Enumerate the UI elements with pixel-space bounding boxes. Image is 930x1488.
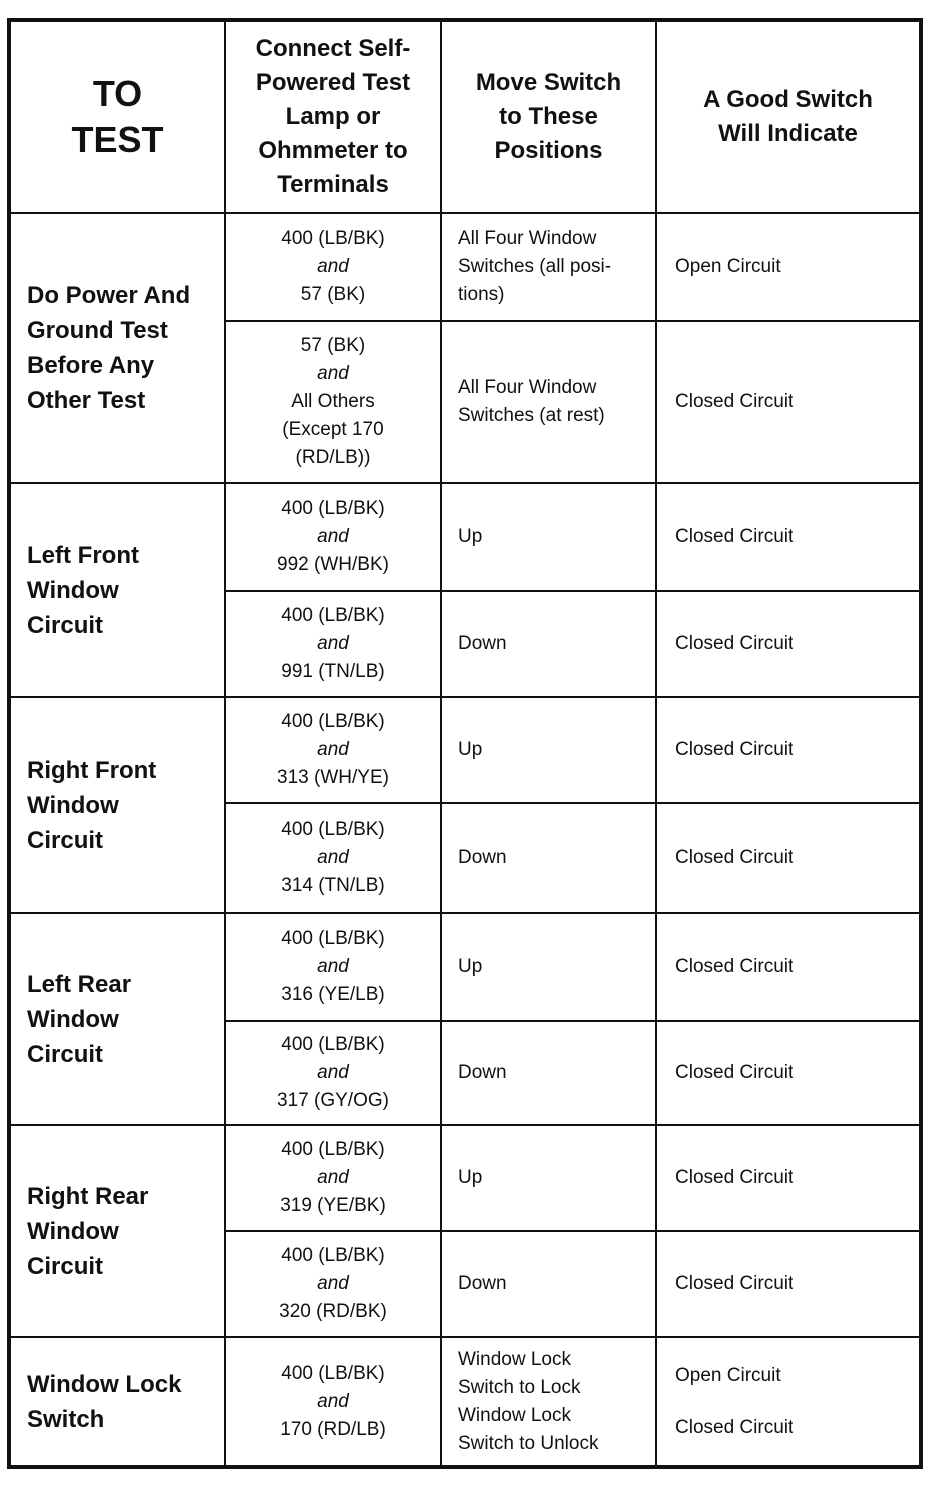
- text-line: 316 (YE/LB): [281, 984, 385, 1005]
- terminal-b: [226, 764, 440, 792]
- switch-position-cell: [441, 913, 656, 1021]
- terminals-cell: [225, 1231, 441, 1337]
- text-line: Open Circuit: [675, 1364, 781, 1386]
- and-connector: and: [317, 256, 349, 277]
- table-row: [9, 913, 921, 1021]
- table-row: [9, 1125, 921, 1231]
- switch-position-cell: [441, 1125, 656, 1231]
- text-line: Up: [458, 526, 483, 547]
- test-name-left-front: [9, 483, 225, 697]
- text-line: TEST: [71, 119, 164, 160]
- text-line: 400 (LB/BK): [281, 928, 385, 949]
- terminals-cell: [225, 321, 441, 483]
- switch-position-cell: [441, 1021, 656, 1125]
- text-line: Closed Circuit: [675, 391, 794, 412]
- text-line: Up: [458, 739, 483, 760]
- indication-cell: [656, 803, 921, 913]
- indication-cell: [656, 1021, 921, 1125]
- text-line: Circuit: [27, 611, 104, 639]
- test-name-window-lock: [9, 1337, 225, 1467]
- text-line: Circuit: [27, 1040, 104, 1068]
- text-line: Down: [458, 633, 507, 654]
- text-line: Right Rear: [27, 1182, 149, 1210]
- indication-cell: [656, 1337, 921, 1467]
- switch-position-cell: [441, 1231, 656, 1337]
- text-line: 57 (BK): [300, 335, 366, 356]
- text-line: All Others: [291, 391, 375, 412]
- switch-test-table: [7, 18, 923, 1469]
- header-row: [9, 20, 921, 213]
- header-to-test: [9, 20, 225, 213]
- text-line: Open Circuit: [675, 256, 781, 277]
- terminals-cell: [225, 213, 441, 321]
- text-line: Window: [27, 791, 119, 819]
- terminals-cell: [225, 1125, 441, 1231]
- text-line: 400 (LB/BK): [281, 1362, 385, 1384]
- text-line: 400 (LB/BK): [281, 605, 385, 626]
- and-connector: and: [317, 633, 349, 654]
- text-line: Move Switch: [475, 69, 622, 96]
- text-line: (RD/LB)): [295, 447, 371, 468]
- text-line: Window Lock: [458, 1404, 571, 1426]
- terminal-a: [226, 708, 440, 736]
- text-line: Ohmmeter to: [258, 137, 408, 164]
- terminals-cell: [225, 803, 441, 913]
- text-line: Ground Test: [27, 317, 168, 344]
- terminal-a: [226, 602, 440, 630]
- text-line: Closed Circuit: [675, 1167, 794, 1188]
- terminals-cell: [225, 591, 441, 697]
- text-line: 991 (TN/LB): [281, 661, 385, 682]
- text-line: 400 (LB/BK): [281, 1139, 385, 1160]
- text-line: (Except 170: [282, 419, 384, 440]
- terminal-a: [226, 1031, 440, 1059]
- text-line: Window: [27, 576, 119, 604]
- text-line: 400 (LB/BK): [281, 1245, 385, 1266]
- text-line: 400 (LB/BK): [281, 819, 385, 840]
- terminal-b: [226, 1416, 440, 1444]
- terminals-cell: [225, 483, 441, 591]
- switch-position-cell: [441, 213, 656, 321]
- and-connector: and: [317, 1167, 349, 1188]
- text-line: All Four Window: [458, 377, 597, 398]
- text-line: Closed Circuit: [675, 633, 794, 654]
- switch-position-cell: [441, 697, 656, 803]
- indication-cell: [656, 213, 921, 321]
- text-line: tions): [458, 284, 505, 305]
- text-line: Circuit: [27, 826, 104, 854]
- test-name-right-rear: [9, 1125, 225, 1337]
- table-row: [9, 697, 921, 803]
- and-connector: and: [317, 1062, 349, 1083]
- indication-cell: [656, 1125, 921, 1231]
- indication-cell: [656, 483, 921, 591]
- text-line: Other Test: [27, 387, 146, 414]
- terminal-b: [226, 281, 440, 309]
- text-line: Left Front: [27, 541, 139, 569]
- terminal-b: [226, 981, 440, 1009]
- switch-position-cell: [441, 1337, 656, 1467]
- terminal-b: [226, 872, 440, 900]
- terminal-a: [226, 1360, 440, 1388]
- test-name-left-rear: [9, 913, 225, 1125]
- text-line: 400 (LB/BK): [281, 498, 385, 519]
- terminal-b: [226, 658, 440, 686]
- text-line: 314 (TN/LB): [281, 875, 385, 896]
- text-line: Closed Circuit: [675, 1273, 794, 1294]
- text-line: Window: [27, 1005, 119, 1033]
- terminal-b: [226, 551, 440, 579]
- indication-cell: [656, 1231, 921, 1337]
- text-line: Lamp or: [285, 103, 381, 130]
- table-row: [9, 1337, 921, 1467]
- terminal-b: [226, 1298, 440, 1326]
- table-body: [9, 20, 921, 1467]
- table-row: [9, 213, 921, 321]
- text-line: TO: [92, 73, 143, 114]
- text-line: Up: [458, 1167, 483, 1188]
- indication-cell: [656, 321, 921, 483]
- terminals-cell: [225, 697, 441, 803]
- text-line: Up: [458, 956, 483, 977]
- terminal-a: [226, 495, 440, 523]
- text-line: A Good Switch: [703, 86, 873, 113]
- text-line: Terminals: [277, 171, 389, 198]
- text-line: Positions: [494, 137, 603, 164]
- header-connect: [225, 20, 441, 213]
- switch-position-cell: [441, 321, 656, 483]
- text-line: 313 (WH/YE): [277, 767, 389, 788]
- text-line: 317 (GY/OG): [277, 1090, 389, 1111]
- and-connector: and: [317, 363, 349, 384]
- text-line: Connect Self-: [255, 35, 411, 62]
- text-line: Will Indicate: [718, 120, 858, 147]
- and-connector: and: [317, 956, 349, 977]
- test-name-right-front: [9, 697, 225, 913]
- text-line: 992 (WH/BK): [277, 554, 389, 575]
- text-line: 400 (LB/BK): [281, 1034, 385, 1055]
- text-line: 170 (RD/LB): [280, 1418, 386, 1440]
- text-line: 57 (BK): [300, 284, 366, 305]
- header-move-switch: [441, 20, 656, 213]
- test-name-power-ground: [9, 213, 225, 483]
- indication-cell: [656, 913, 921, 1021]
- text-line: to These: [499, 103, 598, 130]
- terminal-a: [226, 225, 440, 253]
- text-line: Window: [27, 1217, 119, 1245]
- text-line: Closed Circuit: [675, 1062, 794, 1083]
- text-line: Before Any: [27, 352, 155, 379]
- text-line: Right Front: [27, 756, 157, 784]
- text-line: Down: [458, 1273, 507, 1294]
- terminal-a: [226, 332, 440, 360]
- text-line: Do Power And: [27, 282, 191, 309]
- text-line: Powered Test: [255, 69, 411, 96]
- switch-position-cell: [441, 591, 656, 697]
- switch-position-cell: [441, 483, 656, 591]
- indication-cell: [656, 591, 921, 697]
- and-connector: and: [317, 739, 349, 760]
- text-line: Circuit: [27, 1252, 104, 1280]
- switch-position-cell: [441, 803, 656, 913]
- text-line: 400 (LB/BK): [281, 711, 385, 732]
- and-connector: and: [317, 847, 349, 868]
- terminal-b: [226, 388, 440, 472]
- text-line: Closed Circuit: [675, 526, 794, 547]
- terminal-b: [226, 1087, 440, 1115]
- terminal-b: [226, 1192, 440, 1220]
- terminal-a: [226, 816, 440, 844]
- table-row: [9, 483, 921, 591]
- text-line: Window Lock: [27, 1370, 182, 1398]
- terminals-cell: [225, 913, 441, 1021]
- text-line: Switch to Lock: [458, 1376, 581, 1398]
- terminals-cell: [225, 1337, 441, 1467]
- text-line: Down: [458, 1062, 507, 1083]
- header-indication: [656, 20, 921, 213]
- text-line: Switch: [27, 1405, 105, 1433]
- text-line: Switches (at rest): [458, 405, 605, 426]
- text-line: 400 (LB/BK): [281, 228, 385, 249]
- text-line: 320 (RD/BK): [279, 1301, 387, 1322]
- text-line: Closed Circuit: [675, 956, 794, 977]
- and-connector: and: [317, 526, 349, 547]
- terminals-cell: [225, 1021, 441, 1125]
- text-line: Window Lock: [458, 1348, 571, 1370]
- text-line: 319 (YE/BK): [280, 1195, 386, 1216]
- text-line: Closed Circuit: [675, 1416, 794, 1438]
- text-line: Left Rear: [27, 970, 132, 998]
- text-line: Down: [458, 847, 507, 868]
- text-line: All Four Window: [458, 228, 597, 249]
- text-line: Closed Circuit: [675, 739, 794, 760]
- terminal-a: [226, 1242, 440, 1270]
- terminal-a: [226, 1136, 440, 1164]
- terminal-a: [226, 925, 440, 953]
- and-connector: and: [317, 1390, 349, 1412]
- indication-cell: [656, 697, 921, 803]
- text-line: Switch to Unlock: [458, 1432, 599, 1454]
- and-connector: and: [317, 1273, 349, 1294]
- text-line: Closed Circuit: [675, 847, 794, 868]
- text-line: Switches (all posi-: [458, 256, 612, 277]
